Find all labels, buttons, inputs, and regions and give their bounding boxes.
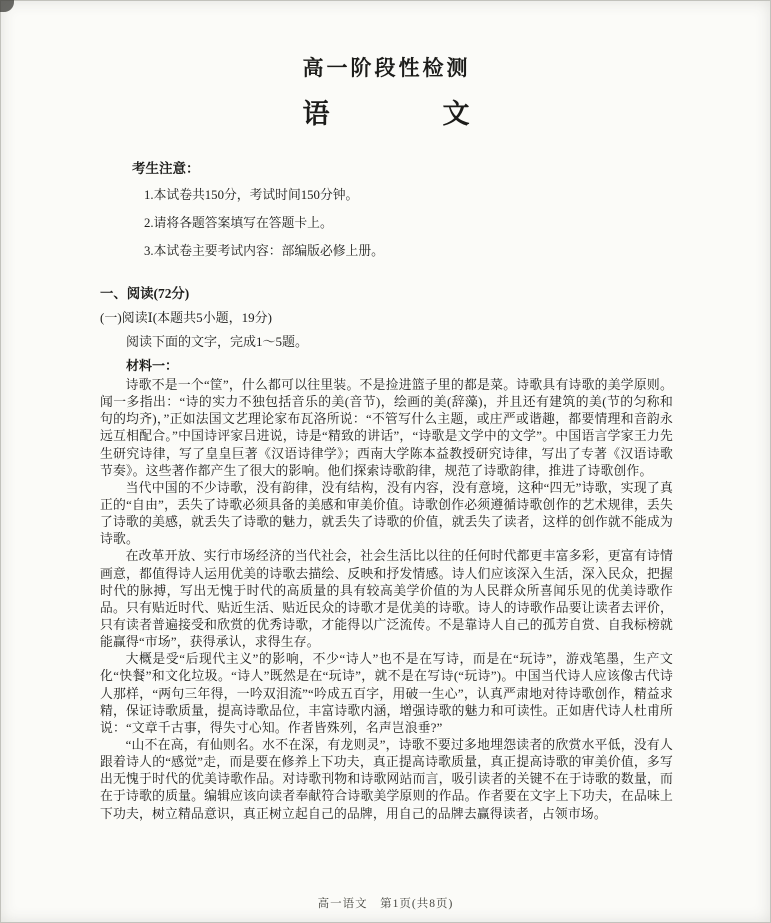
- subsection-heading: (一)阅读Ⅰ(本题共5小题，19分): [100, 310, 272, 325]
- page-number: 高一语文 第1页(共8页): [317, 898, 454, 910]
- notice-item-3: 3.本试卷主要考试内容：部编版必修上册。: [144, 244, 384, 258]
- material-paragraph-4: 大概是受“后现代主义”的影响，不少“诗人”也不是在写诗，而是在“玩诗”，游戏笔墨，生产文化“快餐”和文化垃圾。“诗人”既然是在“玩诗”，就不是在写诗(“玩诗”)。中国当代诗人应该像古代诗人那样，“两句三年得，一吟双泪流”“吟成五百字，用破一生心”，认真严肃地对待诗歌创作，精益求精，保证诗歌质量，提高诗歌品位，丰富诗歌内涵，增强诗歌的魅力和可读性。正如唐代诗人杜甫所说：“文章千古事，得失寸心知。作者皆殊列，名声岂浪垂?”: [100, 652, 673, 735]
- notice-item-1: 1.本试卷共150分，考试时间150分钟。: [144, 188, 359, 202]
- section-heading: 一、阅读(72分): [100, 286, 190, 301]
- notice-item-2: 2.请将各题答案填写在答题卡上。: [144, 216, 333, 230]
- material-paragraph-5: “山不在高，有仙则名。水不在深，有龙则灵”，诗歌不要过多地埋怨读者的欣赏水平低，没有人跟着诗人的“感觉”走，而是要在修养上下功夫，真正提高诗歌质量，真正提高诗歌的审美价值，多写出无愧于时代的优美诗歌作品。对诗歌刊物和诗歌网站而言，吸引读者的关键不在于诗歌的数量，而在于诗歌的质量。编辑应该向读者奉献符合诗歌美学原则的作品。作者要在文字上下功夫，在品味上下功夫，树立精品意识，真正树立起自己的品牌，用自己的品牌去赢得读者，占领市场。: [100, 737, 673, 821]
- material-paragraph-1: 诗歌不是一个“筐”，什么都可以往里装。不是捡进篮子里的都是菜。诗歌具有诗歌的美学原则。闻一多指出：“诗的实力不独包括音乐的美(音节)，绘画的美(辞藻)，并且还有建筑的美(节的匀称和句的均齐)，”正如法国文艺理论家布瓦洛所说：“不管写什么主题，或庄严或谐趣，都要情理和音韵永远互相配合。”中国诗评家吕进说，诗是“精致的讲话”，“诗歌是文学中的文学”。中国语言学家王力先生研究诗律，写了皇皇巨著《汉语诗律学》；西南大学陈本益教授研究诗律，写出了专著《汉语诗歌节奏》。这些著作都产生了很大的影响。他们探索诗歌韵律，规范了诗歌韵律，推进了诗歌创作。: [100, 378, 673, 478]
- exam-title: 高一阶段性检测: [302, 56, 471, 80]
- reading-section: [100, 283, 673, 823]
- material-paragraph-3: 在改革开放、实行市场经济的当代社会，社会生活比以往的任何时代都更丰富多彩，更富有诗情画意，都值得诗人运用优美的诗歌去描绘、反映和抒发情感。诗人们应该深入生活，深入民众，把握时代的脉搏，写出无愧于时代的高质量的具有较高美学价值的为人民群众所喜闻乐见的优美诗歌作品。只有贴近时代、贴近生活、贴近民众的诗歌才是优美的诗歌。诗人的诗歌作品要让读者去评价，只有读者普遍接受和欣赏的优秀诗歌，才能得以广泛流传。不是靠诗人自己的孤芳自赏、自我标榜就能赢得“市场”，获得承认，求得生存。: [100, 549, 673, 650]
- candidate-notice: [132, 157, 673, 259]
- material-one-label: 材料一：: [126, 358, 179, 373]
- page-footer: [0, 895, 771, 911]
- material-paragraph-2: 当代中国的不少诗歌，没有韵律，没有结构，没有内容，没有意境，这种“四无”诗歌，实现了真正的“自由”，丢失了诗歌必须具备的美感和审美价值。诗歌创作必须遵循诗歌创作的艺术规律，丢失了诗歌的美感，就丢失了诗歌的魅力，就丢失了诗歌的价值，就丢失了读者，这样的创作就不能成为诗歌。: [100, 480, 673, 547]
- reading-instruction: 阅读下面的文字，完成1～5题。: [126, 334, 309, 349]
- paper-header: [100, 52, 673, 131]
- scan-corner-artifact: [0, 0, 14, 12]
- notice-heading: 考生注意：: [132, 161, 200, 176]
- subject-title: 语 文: [302, 99, 471, 129]
